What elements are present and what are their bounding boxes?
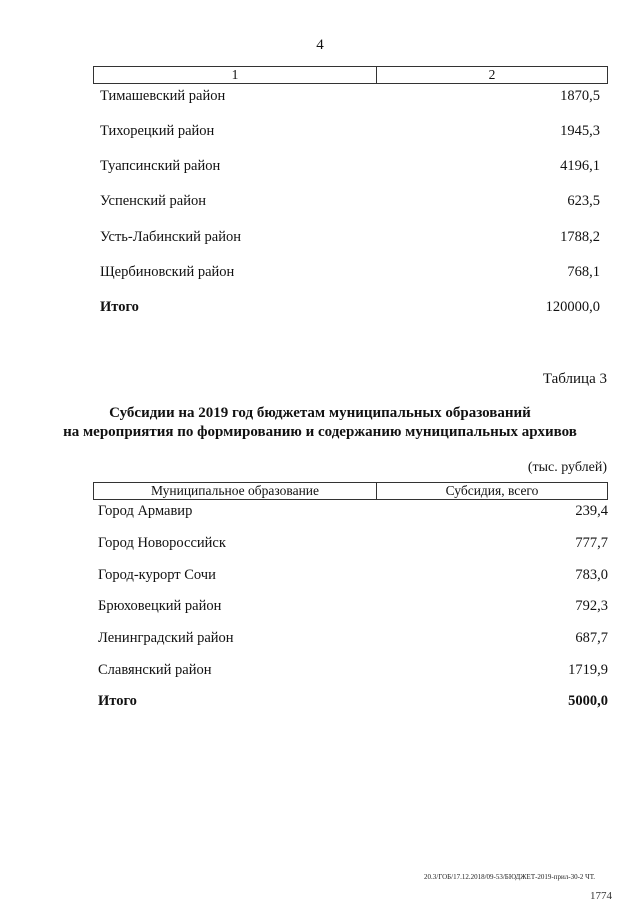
row-name: Славянский район	[98, 662, 212, 678]
total-value: 120000,0	[545, 299, 600, 315]
units-label: (тыс. рублей)	[527, 460, 607, 475]
row-value: 1945,3	[560, 123, 600, 139]
row-name: Успенский район	[100, 193, 206, 209]
row-name: Город Армавир	[98, 503, 193, 519]
row-value: 783,0	[575, 567, 608, 583]
row-value: 239,4	[575, 503, 608, 519]
row-name: Брюховецкий район	[98, 598, 222, 614]
table3-header-col2: Субсидия, всего	[445, 483, 539, 498]
row-value: 777,7	[575, 535, 608, 551]
row-name: Туапсинский район	[100, 158, 221, 174]
total-label: Итого	[100, 299, 139, 315]
total-label: Итого	[98, 693, 137, 709]
total-value: 5000,0	[568, 693, 608, 709]
row-value: 687,7	[575, 630, 608, 646]
row-name: Щербиновский район	[100, 264, 235, 280]
row-value: 1788,2	[560, 229, 600, 245]
table-title-line2: на мероприятия по формированию и содержанию муниципальных архивов	[63, 424, 577, 440]
document-footer-code: 20.3/ГОБ/17.12.2018/09-53/БЮДЖЕТ-2019-прил-30-2 ЧТ.	[424, 873, 596, 881]
table1-header-col2: 2	[488, 67, 496, 82]
table-title-line1: Субсидии на 2019 год бюджетам муниципальных образований	[109, 405, 531, 421]
row-value: 768,1	[567, 264, 600, 280]
row-value: 623,5	[567, 193, 600, 209]
row-name: Тимашевский район	[100, 88, 226, 104]
row-value: 4196,1	[560, 158, 600, 174]
table-label: Таблица 3	[542, 371, 607, 387]
corner-page-mark: 1774	[590, 890, 612, 902]
table1-header-col1: 1	[231, 67, 239, 82]
row-name: Тихорецкий район	[100, 123, 215, 139]
row-name: Город-курорт Сочи	[98, 567, 216, 583]
table3-header-col1: Муниципальное образование	[150, 483, 320, 498]
row-value: 1870,5	[560, 88, 600, 104]
row-name: Город Новороссийск	[98, 535, 226, 551]
row-value: 1719,9	[568, 662, 608, 678]
row-name: Ленинградский район	[98, 630, 234, 646]
table1-header	[93, 66, 608, 84]
table3-header	[93, 482, 608, 500]
page-number: 4	[316, 37, 324, 53]
row-value: 792,3	[575, 598, 608, 614]
row-name: Усть-Лабинский район	[100, 229, 241, 245]
